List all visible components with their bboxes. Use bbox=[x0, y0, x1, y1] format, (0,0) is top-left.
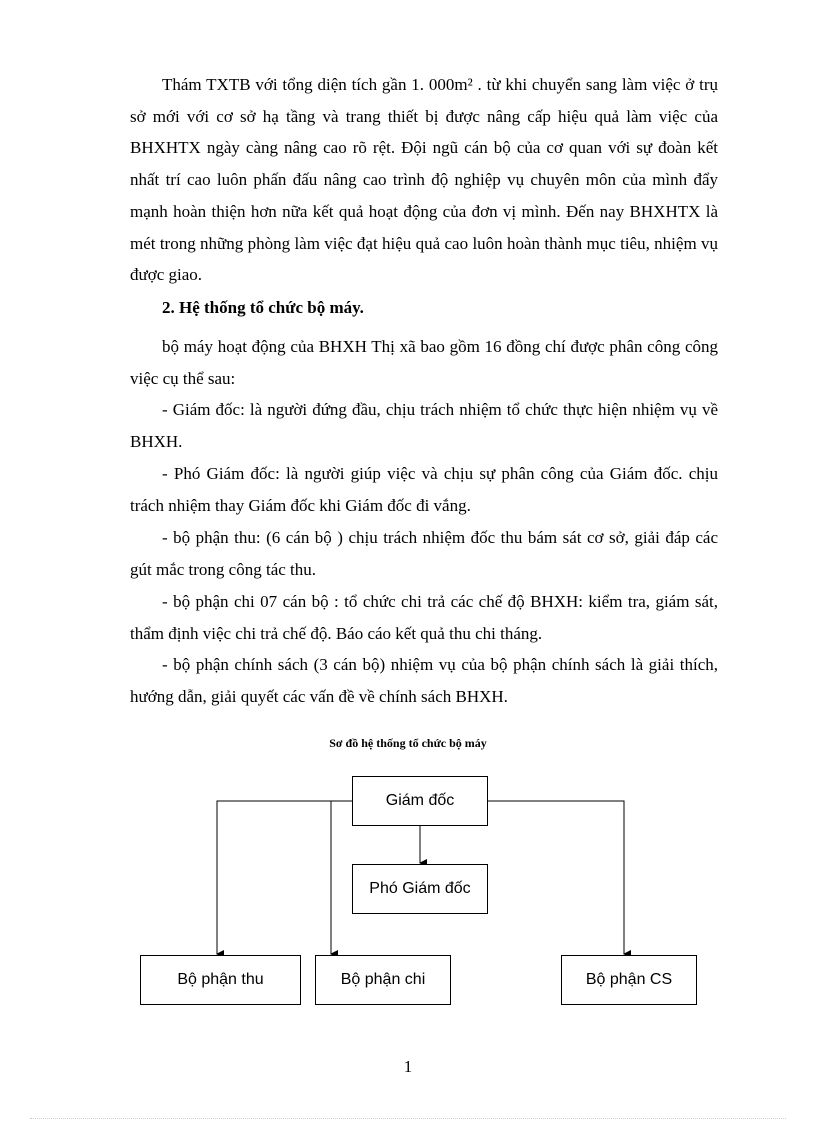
org-box-payment-dept: Bộ phận chi bbox=[315, 955, 451, 1005]
role-director: - Giám đốc: là người đứng đầu, chịu trách nhiệm tổ chức thực hiện nhiệm vụ về BHXH. bbox=[130, 400, 718, 451]
org-box-director: Giám đốc bbox=[352, 776, 488, 826]
staff-paragraph: bộ máy hoạt động của BHXH Thị xã bao gồm 16 đồng chí được phân công công việc cụ thể sau: bbox=[130, 337, 718, 388]
role-deputy: - Phó Giám đốc: là người giúp việc và chịu sự phân công của Giám đốc. chịu trách nhiệm thay Giám đốc khi Giám đốc đi vắng. bbox=[130, 464, 718, 515]
role-collection: - bộ phận thu: (6 cán bộ ) chịu trách nhiệm đốc thu bám sát cơ sở, giải đáp các gút mắc trong công tác thu. bbox=[130, 528, 718, 579]
intro-paragraph: Thám TXTB với tổng diện tích gần 1. 000m² . từ khi chuyển sang làm việc ở trụ sở mới với cơ sở hạ tầng và trang thiết bị được nâng cấp hiệu quả làm việc của BHXHTX ngày càng nâng cao rõ rệt. Đội ngũ cán bộ của cơ quan với sự đoàn kết nhất trí cao luôn phấn đấu nâng cao trình độ nghiệp vụ chuyên môn của mình đẩy mạnh hoàn thiện hơn nữa kết quả hoạt động của đơn vị mình. Đến nay BHXHTX là mét trong những phòng làm việc đạt hiệu quả cao luôn hoàn thành mục tiêu, nhiệm vụ được giao. bbox=[130, 75, 718, 285]
section-heading: 2. Hệ thống tổ chức bộ máy. bbox=[162, 298, 364, 317]
connector-director-cs bbox=[488, 801, 624, 954]
page-bottom-divider bbox=[30, 1118, 786, 1119]
org-box-deputy: Phó Giám đốc bbox=[352, 864, 488, 914]
org-box-collection-dept: Bộ phận thu bbox=[140, 955, 301, 1005]
role-policy: - bộ phận chính sách (3 cán bộ) nhiệm vụ của bộ phận chính sách là giải thích, hướng dẫn, giải quyết các vấn đề về chính sách BHXH. bbox=[130, 655, 718, 706]
org-box-policy-dept: Bộ phận CS bbox=[561, 955, 697, 1005]
diagram-caption: Sơ đồ hệ thống tổ chức bộ máy bbox=[329, 736, 487, 750]
role-payment: - bộ phận chi 07 cán bộ : tổ chức chi trả các chế độ BHXH: kiểm tra, giám sát, thẩm định việc chi trả chế độ. Báo cáo kết quả thu chi tháng. bbox=[130, 592, 718, 643]
connector-director-thu bbox=[217, 801, 352, 954]
page-number: 1 bbox=[403, 1057, 413, 1076]
